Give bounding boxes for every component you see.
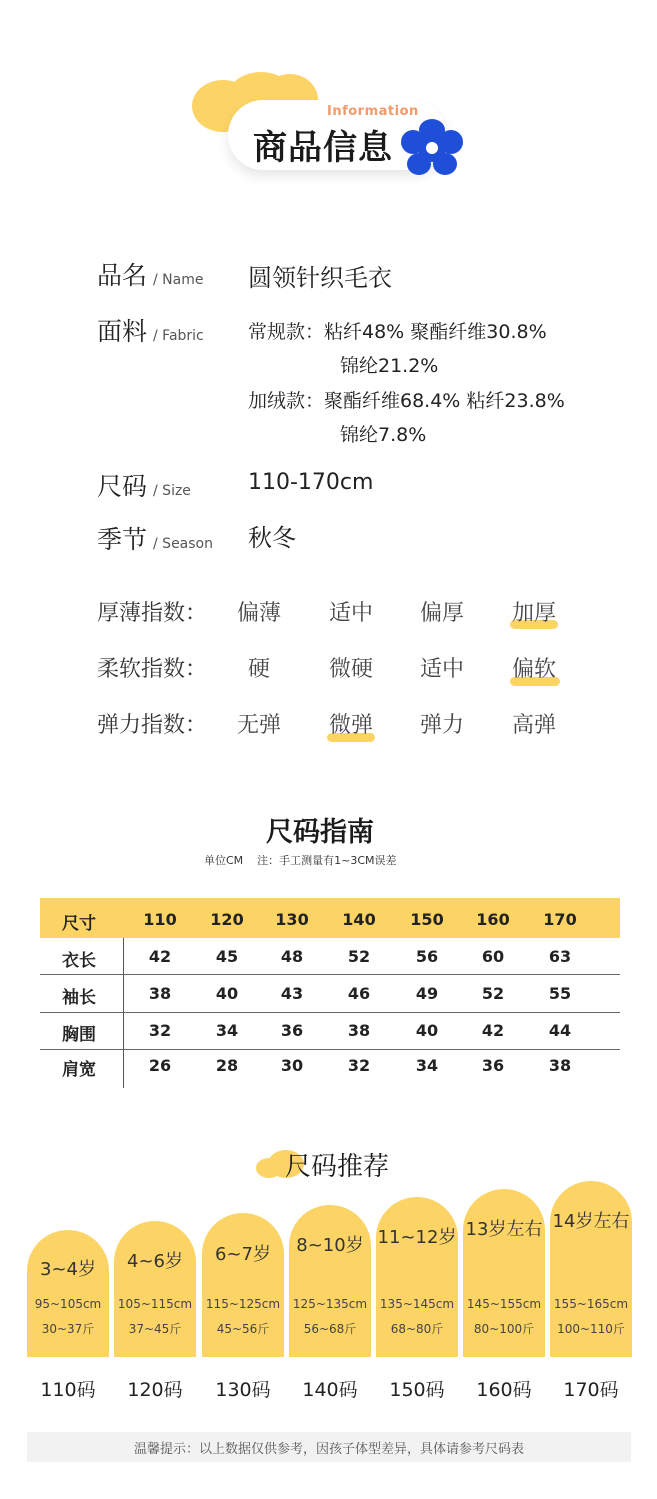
name-label (97, 256, 204, 292)
table-cell: 34 (215, 1021, 239, 1040)
size-card-weight: 100~110斤 (557, 1322, 625, 1336)
size-table-header-cell: 160 (476, 910, 510, 929)
table-cell: 32 (148, 1021, 172, 1040)
softness-option: 微硬 (328, 657, 373, 682)
table-cell: 52 (481, 984, 505, 1003)
size-card-age: 6~7岁 (215, 1244, 271, 1265)
header-title-en: Information (327, 104, 419, 119)
row-label: 衣长 (62, 951, 96, 971)
thickness-option-selected: 加厚 (511, 601, 556, 626)
table-cell: 44 (548, 1021, 572, 1040)
table-cell: 40 (215, 984, 239, 1003)
size-recommend-title: 尺码推荐 (285, 1152, 390, 1182)
table-cell: 56 (415, 947, 439, 966)
size-card-weight: 68~80斤 (390, 1322, 444, 1336)
size-card-code: 160码 (476, 1379, 532, 1401)
name-label-cn: 品名 (97, 261, 148, 290)
size-table-header-cell: 170 (543, 910, 577, 929)
table-cell: 38 (347, 1021, 371, 1040)
size-card-age: 13岁左右 (465, 1219, 543, 1240)
softness-option: 适中 (419, 657, 464, 682)
table-cell: 26 (148, 1056, 172, 1075)
size-card-height: 105~115cm (117, 1297, 193, 1311)
size-label-cn: 尺码 (97, 472, 148, 501)
table-cell: 42 (148, 947, 172, 966)
size-table-header-cell: 140 (342, 910, 376, 929)
season-value: 秋冬 (248, 524, 296, 552)
size-card-weight: 80~100斤 (473, 1322, 535, 1336)
table-cell: 60 (481, 947, 505, 966)
size-card-weight: 30~37斤 (41, 1322, 95, 1336)
thickness-option: 偏薄 (236, 601, 281, 626)
softness-index-label: 柔软指数： (97, 657, 208, 682)
table-row-divider (40, 1012, 620, 1013)
fabric-regular-line2: 锦纶21.2% (340, 355, 439, 377)
table-cell: 38 (548, 1056, 572, 1075)
table-cell: 52 (347, 947, 371, 966)
size-table-header-cell: 130 (275, 910, 309, 929)
softness-option: 硬 (247, 657, 270, 682)
table-cell: 45 (215, 947, 239, 966)
table-cell: 55 (548, 984, 572, 1003)
table-cell: 36 (280, 1021, 304, 1040)
size-card-age: 14岁左右 (552, 1211, 630, 1232)
elasticity-option: 高弹 (511, 713, 556, 738)
fabric-label (97, 312, 204, 348)
size-card-code: 170码 (563, 1379, 619, 1401)
table-row-divider (40, 974, 620, 975)
thickness-option: 偏厚 (419, 601, 464, 626)
elasticity-index-label: 弹力指数： (97, 713, 208, 738)
name-value: 圆领针织毛衣 (248, 264, 392, 292)
size-card-age: 3~4岁 (40, 1259, 96, 1280)
size-table-header-cell: 110 (143, 910, 177, 929)
header-title-cn: 商品信息 (253, 128, 393, 168)
table-cell: 28 (215, 1056, 239, 1075)
size-card-code: 130码 (215, 1379, 271, 1401)
table-row-divider (40, 1049, 620, 1050)
season-label (97, 520, 213, 556)
softness-option-selected: 偏软 (511, 657, 556, 682)
row-label: 胸围 (62, 1025, 96, 1045)
size-value: 110-170cm (248, 470, 374, 495)
size-card-code: 150码 (389, 1379, 445, 1401)
table-cell: 43 (280, 984, 304, 1003)
fabric-regular-line1: 常规款：粘纤48% 聚酯纤维30.8% (248, 321, 547, 343)
table-cell: 40 (415, 1021, 439, 1040)
table-cell: 32 (347, 1056, 371, 1075)
elasticity-option-selected: 微弹 (328, 713, 373, 738)
table-cell: 46 (347, 984, 371, 1003)
table-cell: 63 (548, 947, 572, 966)
table-cell: 30 (280, 1056, 304, 1075)
size-card-height: 125~135cm (292, 1297, 368, 1311)
fabric-fleece-line2: 锦纶7.8% (340, 424, 427, 446)
table-cell: 48 (280, 947, 304, 966)
fabric-label-cn: 面料 (97, 317, 148, 346)
season-label-cn: 季节 (97, 525, 148, 554)
size-table-header-cell: 120 (210, 910, 244, 929)
size-card-height: 95~105cm (34, 1297, 102, 1311)
size-guide-title: 尺码指南 (266, 817, 374, 848)
thickness-option: 适中 (328, 601, 373, 626)
table-cell: 42 (481, 1021, 505, 1040)
size-label-en: / Size (153, 483, 191, 499)
size-card-height: 155~165cm (553, 1297, 629, 1311)
size-card-weight: 56~68斤 (303, 1322, 357, 1336)
tip-text: 温馨提示：以上数据仅供参考，因孩子体型差异，具体请参考尺码表 (133, 1442, 524, 1457)
thickness-index-label: 厚薄指数： (97, 601, 208, 626)
size-card-code: 120码 (127, 1379, 183, 1401)
size-card-height: 145~155cm (466, 1297, 542, 1311)
fabric-label-en: / Fabric (153, 328, 204, 344)
size-table-header-cell: 150 (410, 910, 444, 929)
table-cell: 38 (148, 984, 172, 1003)
size-card-height: 135~145cm (379, 1297, 455, 1311)
size-card-bg (27, 1230, 109, 1357)
table-divider-vertical (123, 938, 124, 1088)
size-card-weight: 37~45斤 (128, 1322, 182, 1336)
table-cell: 49 (415, 984, 439, 1003)
fabric-fleece-line1: 加绒款：聚酯纤维68.4% 粘纤23.8% (248, 390, 565, 412)
size-card-age: 4~6岁 (127, 1251, 183, 1272)
size-card-weight: 45~56斤 (216, 1322, 270, 1336)
size-label (97, 467, 191, 503)
size-card-age: 11~12岁 (377, 1227, 457, 1248)
size-card-code: 110码 (40, 1379, 96, 1401)
season-label-en: / Season (153, 536, 213, 552)
name-label-en: / Name (153, 272, 204, 288)
table-cell: 34 (415, 1056, 439, 1075)
row-label: 肩宽 (62, 1060, 96, 1080)
table-cell: 36 (481, 1056, 505, 1075)
size-table-header-label: 尺寸 (62, 914, 96, 934)
blue-flower-icon (400, 118, 464, 176)
row-label: 袖长 (62, 988, 96, 1008)
size-card-height: 115~125cm (205, 1297, 281, 1311)
size-card-age: 8~10岁 (296, 1235, 364, 1256)
size-card-code: 140码 (302, 1379, 358, 1401)
elasticity-option: 弹力 (419, 713, 464, 738)
size-guide-subtitle: 单位CM 注：手工测量有1~3CM误差 (204, 854, 397, 867)
elasticity-option: 无弹 (236, 713, 281, 738)
